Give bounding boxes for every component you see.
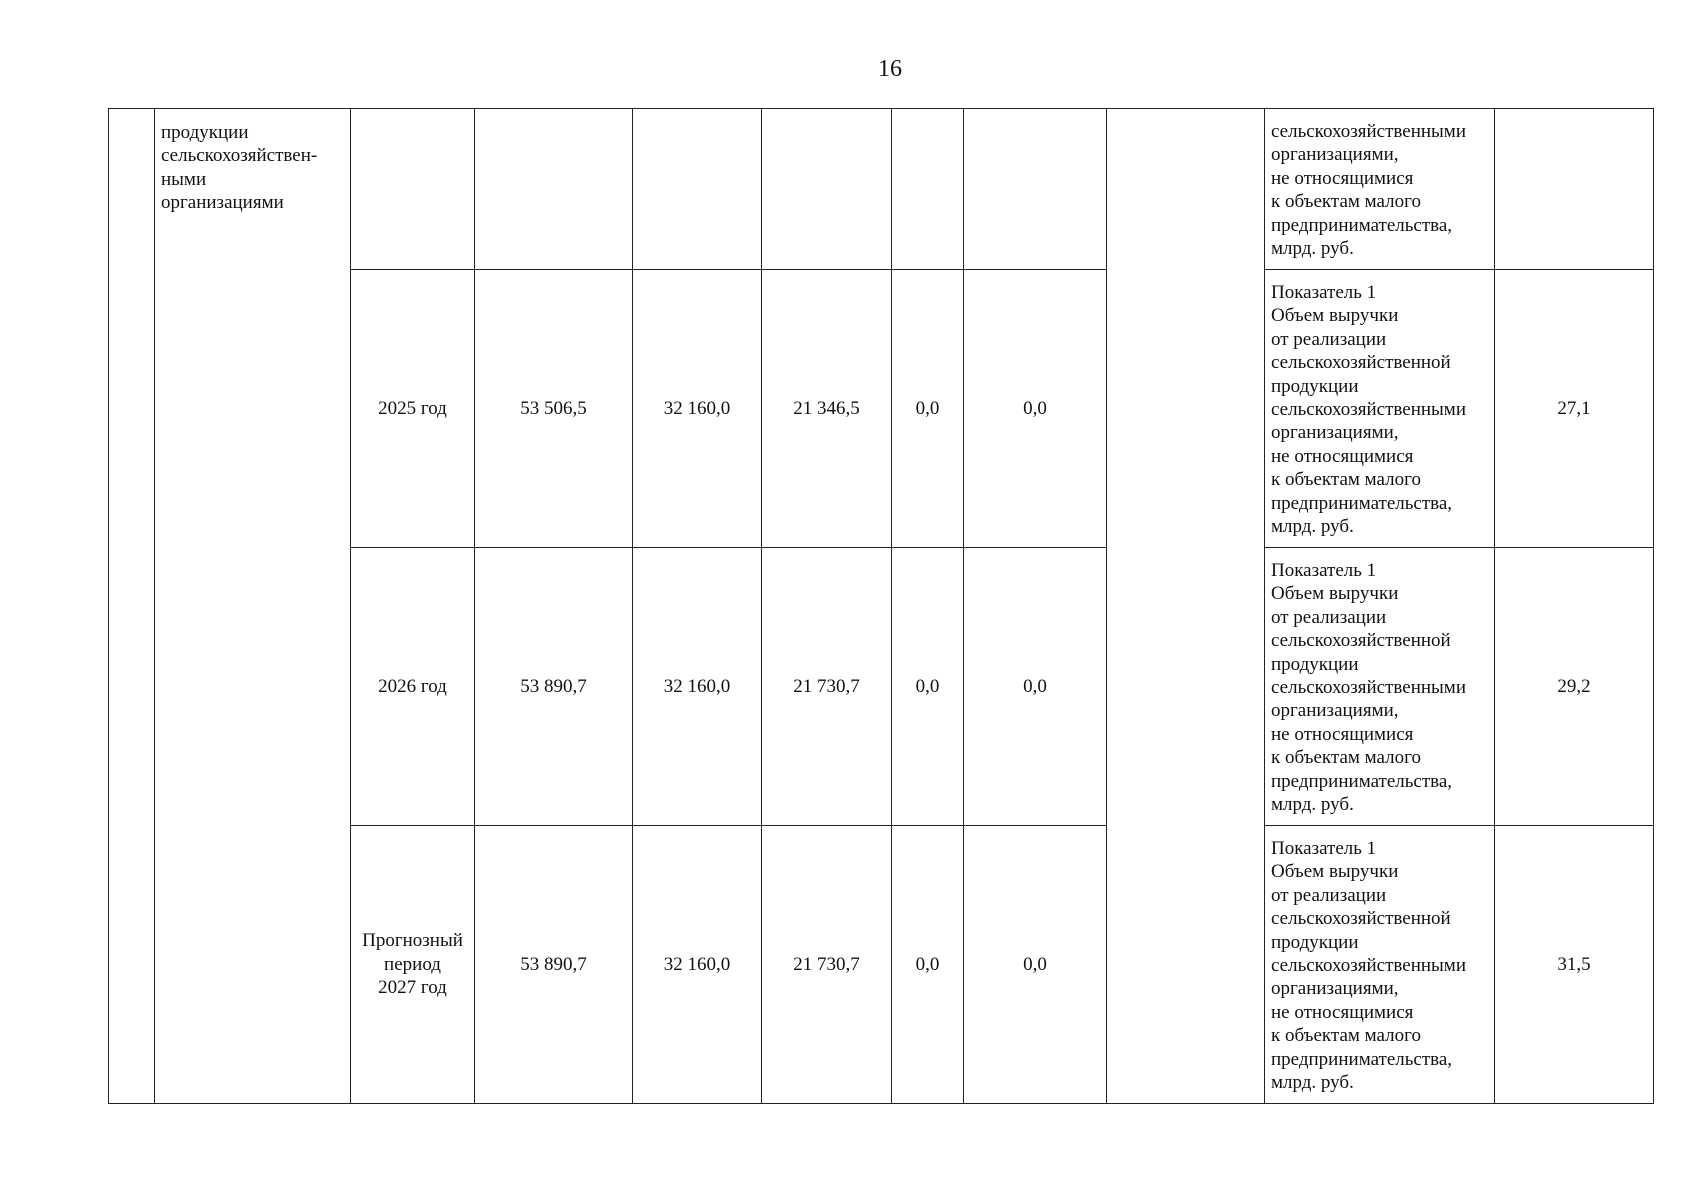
indicator-line: продукции [1271,653,1359,675]
indicator-value-cell: 31,5 [1495,826,1654,1104]
indicator-line: организациями, [1271,700,1399,722]
indicator-line: сельскохозяйственной [1271,630,1451,652]
col2-cell: 32 160,0 [633,548,762,826]
indicator-line: к объектам малого [1271,1025,1421,1047]
indicator-line: Объем выручки [1271,583,1399,605]
indicator-line: не относящимися [1271,1001,1414,1023]
indicator-cell [1265,826,1495,1104]
indicator-value-cell: 29,2 [1495,548,1654,826]
indicator-cell [1265,548,1495,826]
page-number: 16 [878,56,902,82]
period-label: период [384,953,441,975]
indicator-line: сельскохозяйственными [1271,955,1466,977]
measure-name-line: сельскохозяйствен- [161,145,318,167]
indicator-line: Объем выручки [1271,861,1399,883]
indicator-line: к объектам малого [1271,191,1421,213]
row-number-cell [109,109,155,1104]
indicator-line: не относящимися [1271,167,1414,189]
indicator-line: млрд. руб. [1271,794,1354,816]
total-cell: 53 890,7 [475,548,633,826]
col3-cell: 21 346,5 [762,270,892,548]
indicator-line: продукции [1271,375,1359,397]
total-cell: 53 890,7 [475,826,633,1104]
indicator-line: сельскохозяйственными [1271,121,1466,142]
executor-cell [1107,109,1265,1104]
indicator-line: организациями, [1271,978,1399,1000]
indicator-line: предпринимательства, [1271,214,1453,236]
indicator-line: сельскохозяйственными [1271,677,1466,699]
period-label: 2026 год [378,675,447,697]
indicator-cell [1265,109,1495,270]
indicator-line: сельскохозяйственной [1271,908,1451,930]
indicator-line: продукции [1271,931,1359,953]
indicator-line: от реализации [1271,606,1387,628]
indicator-line: не относящимися [1271,723,1414,745]
indicator-cell [1265,270,1495,548]
indicator-line: к объектам малого [1271,747,1421,769]
period-cell [351,548,475,826]
indicator-value-cell-empty [1495,109,1654,270]
indicator-line: от реализации [1271,884,1387,906]
col4-cell: 0,0 [892,826,964,1104]
indicator-line: сельскохозяйственными [1271,399,1466,421]
measure-name-line: ными [161,168,207,190]
indicator-value-cell: 27,1 [1495,270,1654,548]
period-label: 2027 год [378,977,447,999]
total-cell-empty [475,109,633,270]
col4-cell-empty [892,109,964,270]
indicator-line: млрд. руб. [1271,238,1354,260]
indicator-line: к объектам малого [1271,469,1421,491]
indicator-line: предпринимательства, [1271,1048,1453,1070]
indicator-line: млрд. руб. [1271,516,1354,538]
indicator-line: от реализации [1271,328,1387,350]
col5-cell: 0,0 [964,826,1107,1104]
measure-name-cell [155,109,351,1104]
indicator-line: Показатель 1 [1271,282,1377,303]
col5-cell: 0,0 [964,548,1107,826]
indicator-line: предпринимательства, [1271,770,1453,792]
total-cell: 53 506,5 [475,270,633,548]
indicator-line: не относящимися [1271,445,1414,467]
measure-name-line: организациями [161,192,284,214]
col3-cell: 21 730,7 [762,826,892,1104]
period-cell-empty [351,109,475,270]
col3-cell-empty [762,109,892,270]
period-cell [351,270,475,548]
indicator-line: Показатель 1 [1271,838,1377,859]
period-label: Прогнозный [362,930,463,952]
col2-cell: 32 160,0 [633,826,762,1104]
indicator-line: организациями, [1271,422,1399,444]
col4-cell: 0,0 [892,270,964,548]
indicator-line: сельскохозяйственной [1271,352,1451,374]
measure-name-line: продукции [161,122,249,143]
period-label: 2025 год [378,397,447,419]
col5-cell: 0,0 [964,270,1107,548]
indicator-line: млрд. руб. [1271,1072,1354,1094]
indicator-line: предпринимательства, [1271,492,1453,514]
col2-cell: 32 160,0 [633,270,762,548]
col2-cell-empty [633,109,762,270]
program-table [108,108,1654,1104]
col4-cell: 0,0 [892,548,964,826]
indicator-line: организациями, [1271,144,1399,166]
indicator-line: Показатель 1 [1271,560,1377,581]
indicator-line: Объем выручки [1271,305,1399,327]
period-cell [351,826,475,1104]
col5-cell-empty [964,109,1107,270]
col3-cell: 21 730,7 [762,548,892,826]
